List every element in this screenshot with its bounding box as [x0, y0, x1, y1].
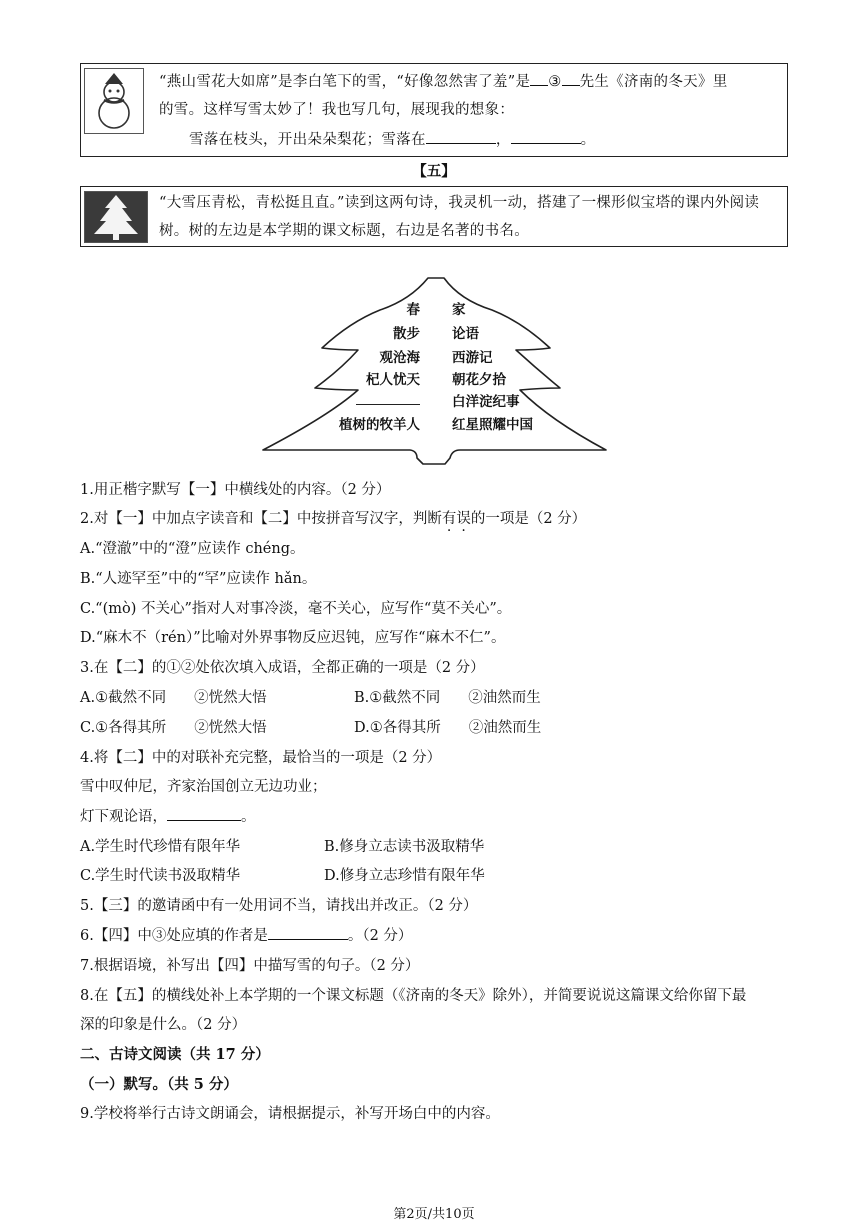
tree-left-2: 散步 [393, 326, 420, 342]
q4-option-a[interactable]: A.学生时代珍惜有限年华 [80, 839, 241, 855]
section-2-heading: 二、古诗文阅读（共 17 分） [80, 1046, 270, 1063]
tree-left-1: 春 [406, 302, 420, 318]
q3-option-a[interactable]: A.①截然不同 ②恍然大悟 [80, 690, 267, 706]
tree-left-blank[interactable] [356, 392, 420, 405]
question-6: 6.【四】中③处应填的作者是 。（2 分） [80, 928, 413, 944]
tree-right-6: 红星照耀中国 [452, 417, 533, 433]
tree-left-6: 植树的牧羊人 [339, 417, 420, 433]
question-3: 3.在【二】的①②处依次填入成语，全都正确的一项是（2 分） [80, 660, 485, 676]
box4-line2: 的雪。这样写雪太妙了！我也写几句，展现我的想象： [159, 102, 515, 118]
reading-tree-diagram [260, 270, 610, 470]
q4-option-d[interactable]: D.修身立志珍惜有限年华 [324, 868, 485, 884]
tree-right-2: 论语 [452, 326, 479, 342]
couplet-line-2: 灯下观论语， 。 [80, 809, 256, 825]
question-7: 7.根据语境，补写出【四】中描写雪的句子。（2 分） [80, 958, 420, 974]
question-8-line1: 8.在【五】的横线处补上本学期的一个课文标题（《济南的冬天》除外），并简要说说这篇课文给你留下最 [80, 988, 747, 1004]
tree-right-1: 家 [452, 302, 466, 318]
question-9: 9.学校将举行古诗文朗诵会，请根据提示，补写开场白中的内容。 [80, 1106, 500, 1122]
q2-option-c[interactable]: C.“(mò) 不关心”指对人对事冷淡，毫不关心，应写作“莫不关心”。 [80, 601, 512, 617]
q2-option-d[interactable]: D.“麻木不（rén）”比喻对外界事物反应迟钝，应写作“麻木不仁”。 [80, 630, 506, 646]
question-2: 2.对【一】中加点字读音和【二】中按拼音写汉字，判断有误的一项是（2 分） [80, 511, 587, 527]
page-footer: 第2页/共10页 [393, 1207, 475, 1222]
section-2-1-heading: （一）默写。（共 5 分） [80, 1076, 238, 1093]
q3-option-c[interactable]: C.①各得其所 ②恍然大悟 [80, 720, 267, 736]
fill-blank-2[interactable] [511, 143, 581, 144]
snow-poem-box [80, 63, 788, 157]
q2-option-b[interactable]: B.“人迹罕至”中的“罕”应读作 hǎn。 [80, 571, 317, 587]
question-1: 1.用正楷字默写【一】中横线处的内容。（2 分） [80, 482, 391, 498]
box4-line3: 雪落在枝头，开出朵朵梨花；雪落在 ， 。 [189, 132, 596, 148]
tree-left-3: 观沧海 [379, 350, 420, 366]
tree-right-4: 朝花夕拾 [452, 372, 506, 388]
q3-option-d[interactable]: D.①各得其所 ②油然而生 [354, 720, 542, 736]
q4-option-b[interactable]: B.修身立志读书汲取精华 [324, 839, 485, 855]
q3-option-b[interactable]: B.①截然不同 ②油然而生 [354, 690, 541, 706]
question-4: 4.将【二】中的对联补充完整，最恰当的一项是（2 分） [80, 750, 442, 766]
reading-tree-box [80, 186, 788, 247]
box5-line1: “大雪压青松，青松挺且直。”读到这两句诗，我灵机一动，搭建了一棵形似宝塔的课内外阅读 [159, 195, 760, 211]
author-blank[interactable] [268, 939, 348, 940]
question-5: 5.【三】的邀请函中有一处用词不当，请找出并改正。（2 分） [80, 898, 478, 914]
q4-option-c[interactable]: C.学生时代读书汲取精华 [80, 868, 241, 884]
couplet-line-1: 雪中叹仲尼，齐家治国创立无边功业； [80, 779, 327, 795]
tree-left-4: 杞人忧天 [366, 372, 420, 388]
tree-right-3: 西游记 [452, 350, 493, 366]
tree-outline [260, 270, 610, 470]
section-5-heading: 【五】 [412, 163, 456, 180]
box5-line2: 树。树的左边是本学期的课文标题，右边是名著的书名。 [159, 223, 529, 239]
box4-line1: “燕山雪花大如席”是李白笔下的雪，“好像忽然害了羞”是 ③ 先生《济南的冬天》里 [159, 74, 728, 90]
q2-option-a[interactable]: A.“澄澈”中的“澄”应读作 chéng。 [80, 541, 305, 557]
pine-tree-icon [84, 191, 148, 243]
couplet-blank[interactable] [167, 820, 241, 821]
question-8-line2: 深的印象是什么。（2 分） [80, 1017, 247, 1033]
snowman-icon [84, 68, 144, 134]
tree-right-5: 白洋淀纪事 [452, 394, 520, 410]
fill-blank-1[interactable] [426, 143, 496, 144]
